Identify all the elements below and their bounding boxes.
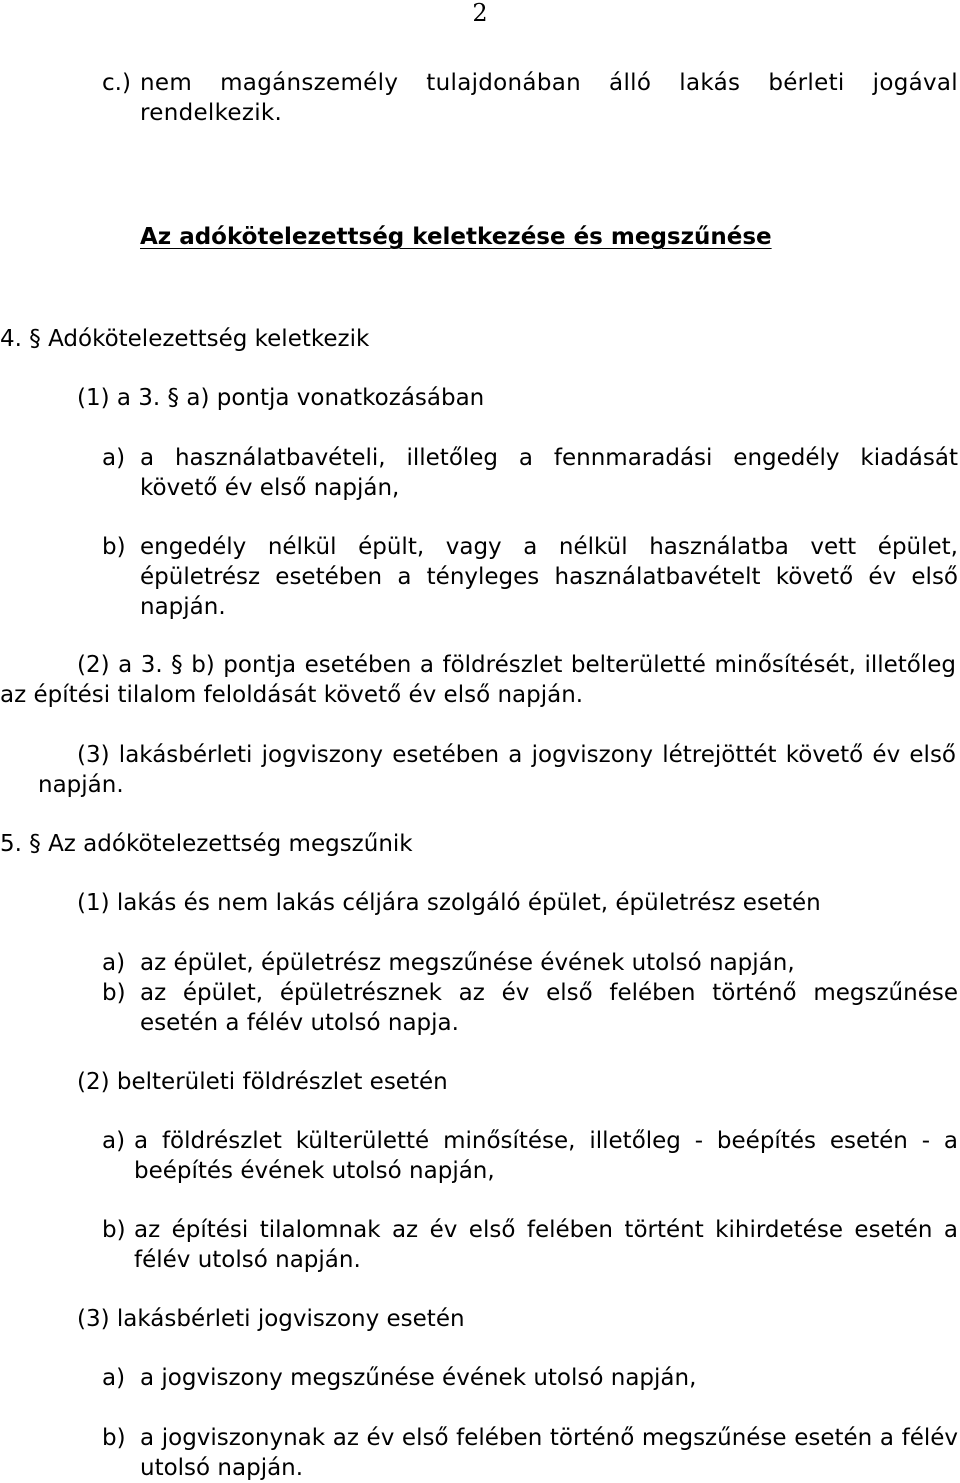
paragraph-4-3: (3) lakásbérleti jogviszony esetében a jogviszony létrejöttét követő év első napján. <box>38 742 956 798</box>
list-marker: b) <box>102 980 126 1006</box>
list-marker: a) <box>102 1365 126 1391</box>
list-item-5-3-b <box>102 1423 958 1483</box>
list-item-text: az építési tilalomnak az év első felében történt kihirdetése esetén a félév utolsó napján. <box>134 1217 958 1273</box>
list-marker: b) <box>102 1217 126 1243</box>
list-item-text: a jogviszony megszűnése évének utolsó napján, <box>140 1365 697 1391</box>
list-item-5-1-a <box>102 948 958 978</box>
list-marker: b) <box>102 534 126 560</box>
list-item-text: a földrészlet külterületté minősítése, illetőleg - beépítés esetén - a beépítés évének utolsó napján, <box>134 1128 958 1184</box>
list-item-text: engedély nélkül épült, vagy a nélkül használatba vett épület, épületrész esetében a tényleges használatbavételt követő év első napján. <box>140 534 958 620</box>
list-marker: c.) <box>102 70 131 96</box>
paragraph-5-3-intro: (3) lakásbérleti jogviszony esetén <box>77 1306 465 1332</box>
list-item-5-1-b <box>102 978 958 1038</box>
list-item-4-1-b <box>102 532 958 622</box>
list-item-text: nem magánszemély tulajdonában álló lakás bérleti jogával rendelkezik. <box>140 70 958 126</box>
list-item-4-1-a <box>102 443 958 503</box>
paragraph-5-2-intro: (2) belterületi földrészlet esetén <box>77 1069 448 1095</box>
list-item-text: az épület, épületrésznek az év első felében történő megszűnése esetén a félév utolsó napja. <box>140 980 958 1036</box>
list-marker: a) <box>102 445 126 471</box>
paragraph-5-1-intro: (1) lakás és nem lakás céljára szolgáló épület, épületrész esetén <box>77 890 821 916</box>
paragraph-4-title: 4. § Adókötelezettség keletkezik <box>0 326 370 352</box>
list-item-text: az épület, épületrész megszűnése évének utolsó napján, <box>140 950 795 976</box>
paragraph-5-title: 5. § Az adókötelezettség megszűnik <box>0 831 413 857</box>
paragraph-4-1-intro: (1) a 3. § a) pontja vonatkozásában <box>77 385 485 411</box>
list-item-5-3-a <box>102 1363 958 1393</box>
list-item-c <box>102 68 958 128</box>
list-item-text: a használatbavételi, illetőleg a fennmaradási engedély kiadását követő év első napján, <box>140 445 958 501</box>
page-number: 2 <box>472 0 488 27</box>
paragraph-4-2: (2) a 3. § b) pontja esetében a földrészlet belterületté minősítését, illetőleg az építési tilalom feloldását követő év első napján. <box>0 652 956 708</box>
section-heading: Az adókötelezettség keletkezése és megszűnése <box>140 224 772 250</box>
list-item-5-2-a <box>102 1126 958 1186</box>
list-marker: b) <box>102 1425 126 1451</box>
list-item-text: a jogviszonynak az év első felében történő megszűnése esetén a félév utolsó napján. <box>140 1425 958 1481</box>
list-item-5-2-b <box>102 1215 958 1275</box>
list-marker: a) <box>102 950 126 976</box>
list-marker: a) <box>102 1128 126 1154</box>
